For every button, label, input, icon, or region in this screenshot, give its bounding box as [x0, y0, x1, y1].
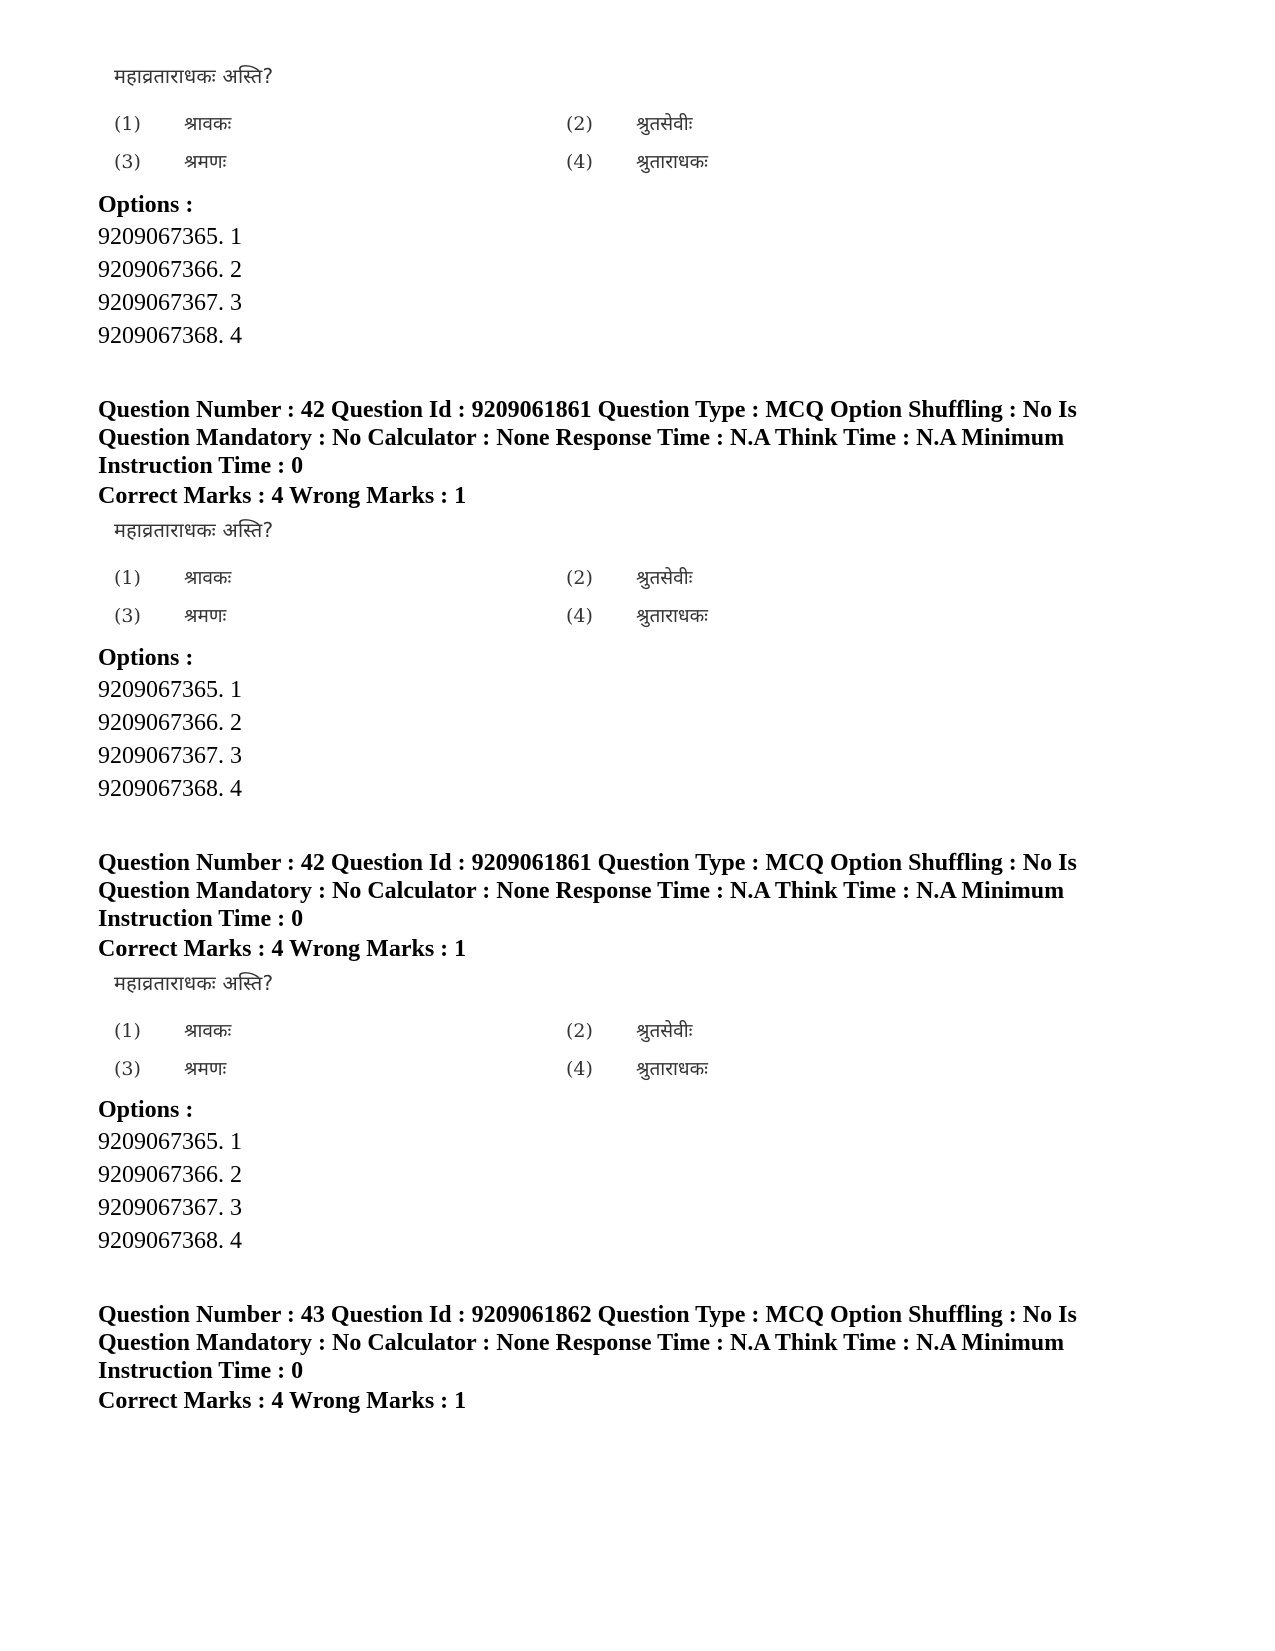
option-line: 9209067366. 2	[98, 257, 242, 283]
choice-2: (2) श्रुतसेवीः	[566, 1020, 693, 1042]
option-line: 9209067367. 3	[98, 290, 242, 316]
marks-line: Correct Marks : 4 Wrong Marks : 1	[98, 936, 467, 962]
option-line: 9209067368. 4	[98, 1228, 242, 1254]
option-line: 9209067366. 2	[98, 710, 242, 736]
question-header: Question Number : 42 Question Id : 9209061861 Question Type : MCQ Option Shuffling : No Is Question Mandatory : No Calculator : None Response Time : N.A Think Time : N.A Minimum Instruction Time : 0	[98, 850, 1077, 932]
option-line: 9209067368. 4	[98, 323, 242, 349]
choice-4: (4) श्रुताराधकः	[566, 151, 709, 173]
choice-4: (4) श्रुताराधकः	[566, 1058, 709, 1080]
option-line: 9209067365. 1	[98, 677, 242, 703]
choice-4: (4) श्रुताराधकः	[566, 605, 709, 627]
choice-2: (2) श्रुतसेवीः	[566, 113, 693, 135]
option-line: 9209067367. 3	[98, 743, 242, 769]
question-header: Question Number : 42 Question Id : 9209061861 Question Type : MCQ Option Shuffling : No Is Question Mandatory : No Calculator : None Response Time : N.A Think Time : N.A Minimum Instruction Time : 0	[98, 397, 1077, 479]
choice-1: (1) श्रावकः	[114, 1020, 232, 1042]
marks-line: Correct Marks : 4 Wrong Marks : 1	[98, 1388, 467, 1414]
choice-1: (1) श्रावकः	[114, 567, 232, 589]
choice-1: (1) श्रावकः	[114, 113, 232, 135]
option-line: 9209067365. 1	[98, 1129, 242, 1155]
option-line: 9209067368. 4	[98, 776, 242, 802]
question-header: Question Number : 43 Question Id : 9209061862 Question Type : MCQ Option Shuffling : No Is Question Mandatory : No Calculator : None Response Time : N.A Think Time : N.A Minimum Instruction Time : 0	[98, 1302, 1077, 1384]
choice-3: (3) श्रमणः	[114, 151, 227, 173]
choice-3: (3) श्रमणः	[114, 1058, 227, 1080]
marks-line: Correct Marks : 4 Wrong Marks : 1	[98, 483, 467, 509]
options-label: Options :	[98, 1097, 194, 1123]
option-line: 9209067366. 2	[98, 1162, 242, 1188]
option-line: 9209067367. 3	[98, 1195, 242, 1221]
option-line: 9209067365. 1	[98, 224, 242, 250]
question-text: महाव्रताराधकः अस्ति?	[114, 64, 274, 88]
question-text: महाव्रताराधकः अस्ति?	[114, 971, 274, 995]
choice-3: (3) श्रमणः	[114, 605, 227, 627]
options-label: Options :	[98, 192, 194, 218]
options-label: Options :	[98, 645, 194, 671]
choice-2: (2) श्रुतसेवीः	[566, 567, 693, 589]
question-text: महाव्रताराधकः अस्ति?	[114, 518, 274, 542]
